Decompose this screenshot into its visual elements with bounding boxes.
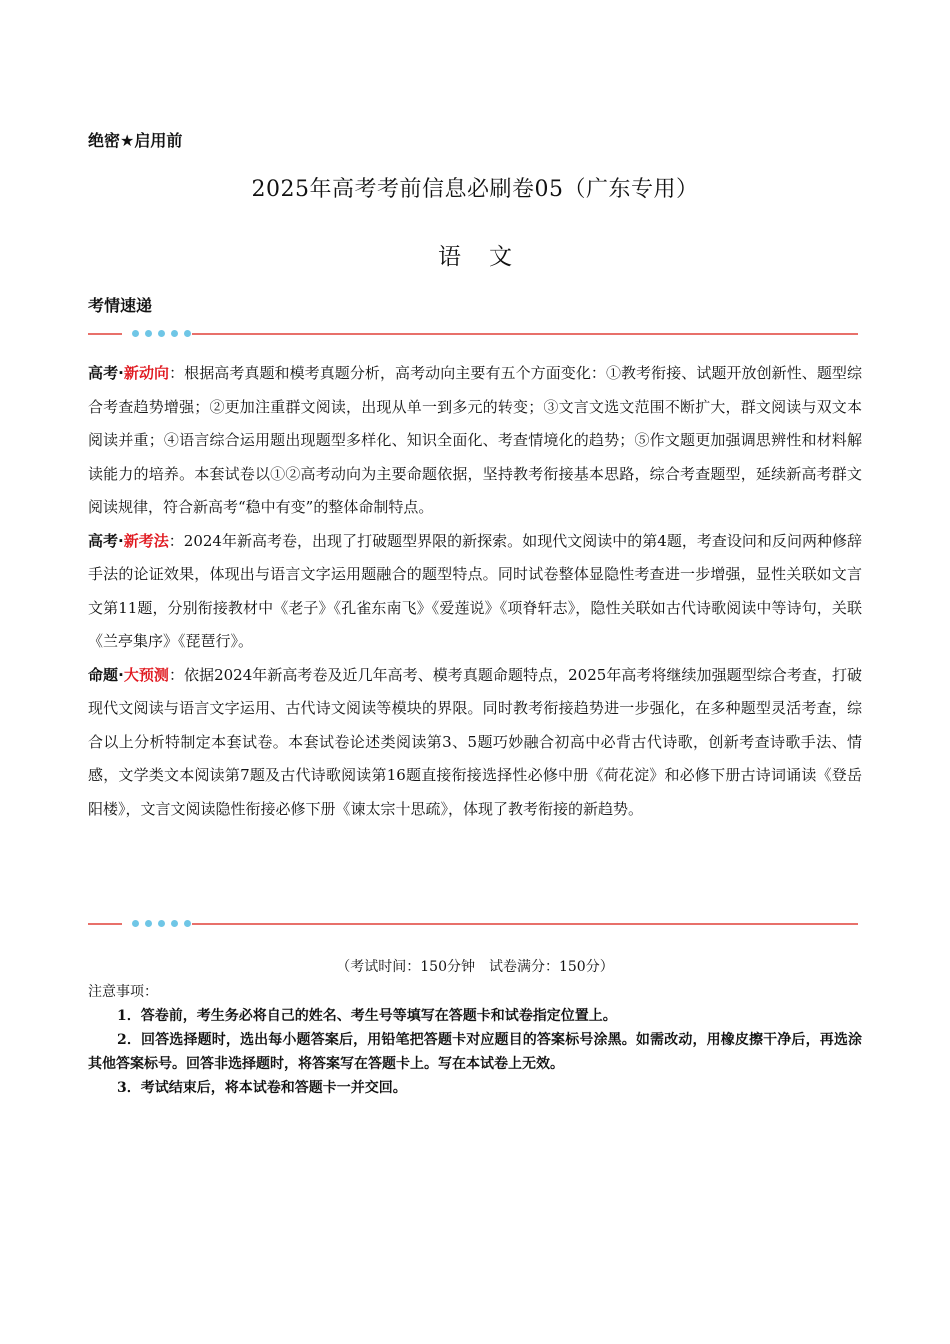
confidential-label: 绝密★启用前 [88,131,183,150]
paragraph-text: ：2024年新高考卷，出现了打破题型界限的新探索。如现代文阅读中的第4题，考查设问和反问两种修辞手法的论证效果，体现出与语言文字运用题融合的题型特点。同时试卷整体显隐性考查进一步增强，显性关联如文言文第11题，分别衔接教材中《老子》《孔雀东南飞》《爱莲说》《项脊轩志》，隐性关联如古代诗歌阅读中等诗句，关联《兰亭集序》《琵琶行》。 [88,531,862,650]
paragraph-new-trend [88,357,862,525]
paragraph-label: 高考·新考法 [88,531,169,550]
paragraph-label: 高考·新动向 [88,364,170,382]
section-heading: 考情速递 [88,296,153,315]
page-title: 2025年高考考前信息必刷卷05（广东专用） [251,177,699,202]
notes-title: 注意事项： [88,984,158,1000]
notes [88,980,862,1100]
paragraph-prediction [88,659,862,827]
exam-analysis [88,357,862,826]
top-divider [88,328,858,340]
subject-title: 语文 [438,244,540,270]
paragraph-label: 命题·大预测 [88,665,169,684]
note-item: 2．回答选择题时，选出每小题答案后，用铅笔把答题卡对应题目的答案标号涂黑。如需改动，用橡皮擦干净后，再选涂其他答案标号。回答非选择题时，将答案写在答题卡上。写在本试卷上无效。 [88,1032,862,1072]
note-item: 1．答卷前，考生务必将自己的姓名、考生号等填写在答题卡和试卷指定位置上。 [117,1008,617,1024]
paragraph-text: ：根据高考真题和模考真题分析，高考动向主要有五个方面变化：①教考衔接、试题开放创新性、题型综合考查趋势增强；②更加注重群文阅读，出现从单一到多元的转变；③文言文选文范围不断扩大，群文阅读与双文本阅读并重；④语言综合运用题出现题型多样化、知识全面化、考查情境化的趋势；⑤作文题更加强调思辨性和材料解读能力的培养。本套试卷以①②高考动向为主要命题依据，坚持教考衔接基本思路，综合考查题型，延续新高考群文阅读规律，符合新高考“稳中有变”的整体命制特点。 [88,364,862,516]
paragraph-text: ：依据2024年新高考卷及近几年高考、模考真题命题特点，2025年高考将继续加强题型综合考查，打破现代文阅读与语言文字运用、古代诗文阅读等模块的界限。同时教考衔接趋势进一步强化，在多种题型灵活考查，综合以上分析特制定本套试卷。本套试卷论述类阅读第3、5题巧妙融合初高中必背古代诗歌，创新考查诗歌手法、情感，文学类文本阅读第7题及古代诗歌阅读第16题直接衔接选择性必修中册《荷花淀》和必修下册古诗词诵读《登岳阳楼》，文言文阅读隐性衔接必修下册《谏太宗十思疏》，体现了教考衔接的新趋势。 [88,665,862,818]
note-item: 3．考试结束后，将本试卷和答题卡一并交回。 [117,1080,407,1096]
paragraph-new-method [88,525,862,659]
exam-info: （考试时间：150分钟 试卷满分：150分） [336,959,614,975]
bottom-divider [88,918,858,930]
